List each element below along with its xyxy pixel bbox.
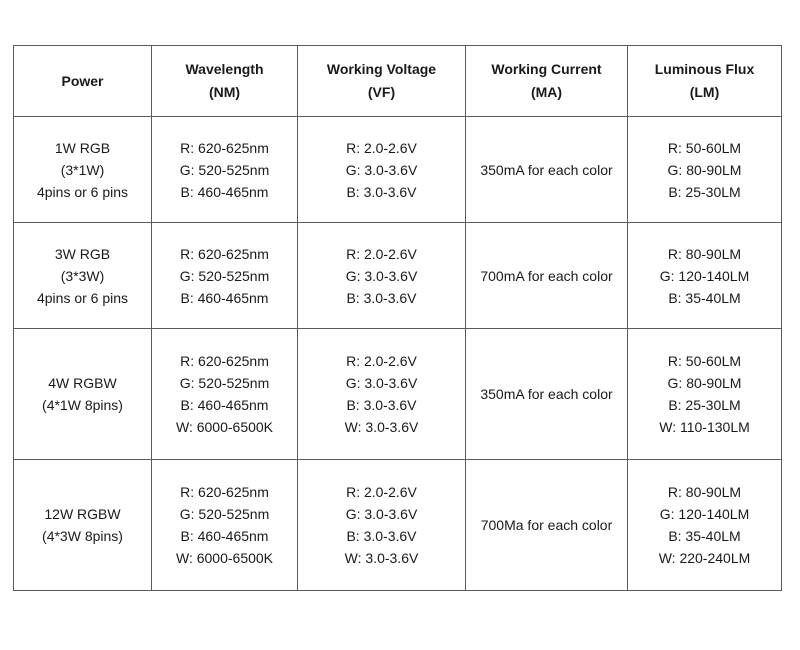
header-wavelength-unit: (NM) bbox=[208, 84, 241, 100]
power-line: (3*3W) bbox=[60, 267, 105, 284]
header-row bbox=[14, 46, 782, 117]
wavelength-cell bbox=[152, 460, 298, 591]
flux-cell bbox=[628, 117, 782, 223]
header-flux bbox=[628, 46, 782, 117]
header-wavelength-label: Wavelength bbox=[185, 61, 264, 77]
voltage-line: B: 3.0-3.6V bbox=[346, 183, 417, 200]
wavelength-line: R: 620-625nm bbox=[180, 353, 269, 369]
table-row bbox=[14, 329, 782, 460]
current-value: 700Ma for each color bbox=[480, 517, 613, 533]
power-line: (4*1W 8pins) bbox=[42, 397, 123, 413]
voltage-line: W: 3.0-3.6V bbox=[344, 550, 419, 566]
flux-cell bbox=[628, 460, 782, 591]
voltage-line: G: 3.0-3.6V bbox=[345, 506, 418, 522]
flux-line: G: 80-90LM bbox=[667, 161, 742, 178]
header-flux-label: Luminous Flux bbox=[654, 61, 755, 77]
wavelength-line: B: 460-465nm bbox=[180, 528, 269, 544]
flux-cell bbox=[628, 223, 782, 329]
table-row bbox=[14, 460, 782, 591]
flux-line: R: 50-60LM bbox=[667, 139, 742, 156]
wavelength-cell bbox=[152, 223, 298, 329]
wavelength-line: B: 460-465nm bbox=[180, 183, 269, 200]
flux-line: W: 220-240LM bbox=[658, 550, 751, 566]
table-row bbox=[14, 223, 782, 329]
wavelength-line: W: 6000-6500K bbox=[175, 550, 274, 566]
header-current bbox=[466, 46, 628, 117]
wavelength-line: R: 620-625nm bbox=[180, 139, 269, 156]
flux-line: B: 35-40LM bbox=[668, 528, 741, 544]
flux-line: B: 25-30LM bbox=[668, 397, 741, 413]
power-cell bbox=[14, 329, 152, 460]
flux-cell bbox=[628, 329, 782, 460]
wavelength-cell bbox=[152, 329, 298, 460]
power-line: 4W RGBW bbox=[48, 375, 117, 391]
voltage-cell bbox=[298, 117, 466, 223]
flux-line: B: 35-40LM bbox=[668, 289, 741, 306]
voltage-line: B: 3.0-3.6V bbox=[346, 528, 417, 544]
voltage-cell bbox=[298, 329, 466, 460]
header-wavelength bbox=[152, 46, 298, 117]
wavelength-line: B: 460-465nm bbox=[180, 397, 269, 413]
current-value: 350mA for each color bbox=[480, 386, 613, 402]
voltage-line: B: 3.0-3.6V bbox=[346, 289, 417, 306]
flux-line: R: 80-90LM bbox=[667, 484, 742, 500]
wavelength-line: G: 520-525nm bbox=[179, 375, 270, 391]
wavelength-line: G: 520-525nm bbox=[179, 267, 270, 284]
flux-line: R: 50-60LM bbox=[667, 353, 742, 369]
wavelength-line: R: 620-625nm bbox=[180, 245, 269, 262]
header-voltage-unit: (VF) bbox=[367, 84, 396, 100]
header-power bbox=[14, 46, 152, 117]
power-cell bbox=[14, 223, 152, 329]
voltage-line: G: 3.0-3.6V bbox=[345, 161, 418, 178]
current-cell bbox=[466, 329, 628, 460]
power-line: (4*3W 8pins) bbox=[42, 528, 123, 544]
voltage-line: G: 3.0-3.6V bbox=[345, 267, 418, 284]
flux-line: R: 80-90LM bbox=[667, 245, 742, 262]
header-flux-unit: (LM) bbox=[689, 84, 720, 100]
current-cell bbox=[466, 460, 628, 591]
header-current-label: Working Current bbox=[491, 61, 602, 77]
wavelength-line: G: 520-525nm bbox=[179, 161, 270, 178]
flux-line: G: 120-140LM bbox=[659, 506, 750, 522]
power-cell bbox=[14, 460, 152, 591]
header-voltage bbox=[298, 46, 466, 117]
voltage-line: R: 2.0-2.6V bbox=[346, 245, 417, 262]
voltage-line: R: 2.0-2.6V bbox=[346, 484, 417, 500]
flux-line: G: 120-140LM bbox=[659, 267, 750, 284]
flux-line: B: 25-30LM bbox=[668, 183, 741, 200]
wavelength-line: R: 620-625nm bbox=[180, 484, 269, 500]
power-line: 4pins or 6 pins bbox=[36, 289, 129, 306]
header-voltage-label: Working Voltage bbox=[326, 61, 437, 77]
voltage-cell bbox=[298, 223, 466, 329]
voltage-line: R: 2.0-2.6V bbox=[346, 139, 417, 156]
table-row bbox=[14, 117, 782, 223]
wavelength-line: B: 460-465nm bbox=[180, 289, 269, 306]
power-line: 12W RGBW bbox=[44, 506, 121, 522]
current-value: 700mA for each color bbox=[480, 267, 613, 284]
wavelength-cell bbox=[152, 117, 298, 223]
power-line: 1W RGB bbox=[54, 139, 111, 156]
wavelength-line: G: 520-525nm bbox=[179, 506, 270, 522]
power-line: (3*1W) bbox=[60, 161, 105, 178]
current-cell bbox=[466, 117, 628, 223]
voltage-cell bbox=[298, 460, 466, 591]
voltage-line: R: 2.0-2.6V bbox=[346, 353, 417, 369]
voltage-line: B: 3.0-3.6V bbox=[346, 397, 417, 413]
power-line: 4pins or 6 pins bbox=[36, 183, 129, 200]
wavelength-line: W: 6000-6500K bbox=[175, 419, 274, 435]
voltage-line: W: 3.0-3.6V bbox=[344, 419, 419, 435]
flux-line: G: 80-90LM bbox=[667, 375, 742, 391]
power-cell bbox=[14, 117, 152, 223]
header-current-unit: (MA) bbox=[530, 84, 563, 100]
current-cell bbox=[466, 223, 628, 329]
power-line: 3W RGB bbox=[54, 245, 111, 262]
led-spec-table bbox=[13, 45, 782, 591]
flux-line: W: 110-130LM bbox=[659, 419, 750, 435]
header-power-label: Power bbox=[61, 72, 104, 89]
current-value: 350mA for each color bbox=[480, 161, 613, 178]
voltage-line: G: 3.0-3.6V bbox=[345, 375, 418, 391]
